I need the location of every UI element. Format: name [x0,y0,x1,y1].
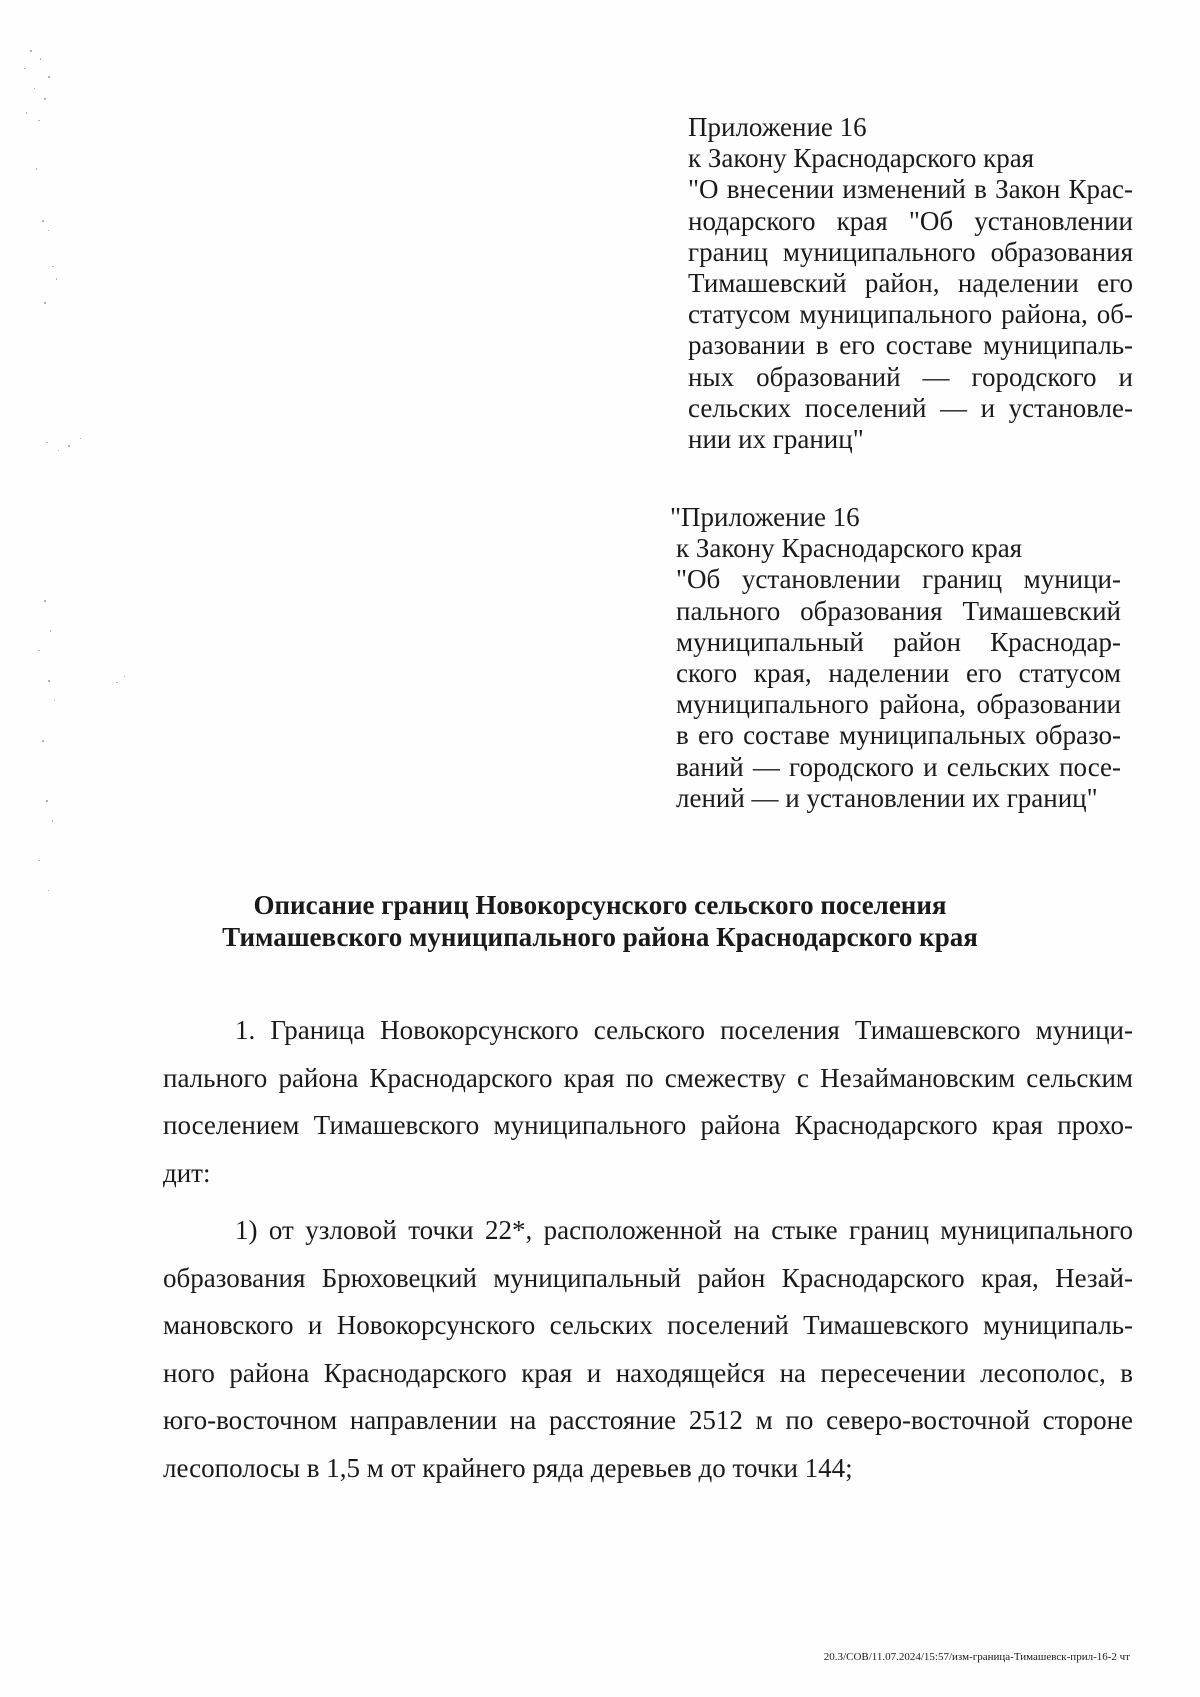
appendix-line: в его составе муниципальных образо- [676,720,1121,751]
appendix-line: к Закону Краснодарского края [676,533,1023,564]
appendix-line: муниципального района, образовании [676,689,1121,720]
appendix-line: ского края, наделении его статусом [676,658,1121,689]
paragraph-line: 1. Граница Новокорсунского сельского поселения Тимашевского муници- [235,1015,1133,1045]
appendix-line: ных образований — городского и [688,361,1133,392]
paragraph-1 [163,1007,1133,1197]
paragraph-line: ного района Краснодарского края и находящейся на пересечении лесополос, в [163,1357,1133,1388]
paragraph-line: лесополосы в 1,5 м от крайнего ряда деревьев до точки 144; [163,1452,853,1483]
paragraph-line: дит: [163,1157,211,1188]
appendix-line: лений — и установлении их границ" [676,782,1098,813]
paragraph-line: образования Брюховецкий муниципальный район Краснодарского края, Незай- [163,1262,1133,1293]
appendix-line: "О внесении изменений в Закон Крас- [688,174,1133,205]
appendix-line: статусом муниципального района, об- [688,299,1133,330]
title-line: Описание границ Новокорсунского сельского поселения [253,890,947,920]
paragraph-line: 1) от узловой точки 22*, расположенной на стыке границ муниципального [235,1215,1133,1245]
appendix-line: Тимашевский район, наделении его [688,268,1133,299]
appendix-line: нии их границ" [688,424,864,455]
appendix-line: разовании в его составе муниципаль- [688,330,1133,361]
document-title [0,889,1200,953]
paragraph-line: поселением Тимашевского муниципального района Краснодарского края прохо- [163,1110,1133,1140]
appendix-line: к Закону Краснодарского края [688,143,1035,174]
document-footer-code: 20.3/СОВ/11.07.2024/15:57/изм-граница-Тимашевск-прил-16-2 чт [823,1651,1130,1663]
appendix-line: "Приложение 16 [670,502,860,532]
paragraph-line: юго-восточном направлении на расстояние 2512 м по северо-восточной стороне [163,1405,1133,1435]
appendix-line: Приложение 16 [688,112,867,142]
title-line: Тимашевского муниципального района Краснодарского края [222,922,978,952]
appendix-line: "Об установлении границ муници- [676,564,1121,595]
appendix-line: ваний — городского и сельских посе- [676,751,1121,782]
paragraph-2 [163,1207,1133,1492]
paragraph-line: мановского и Новокорсунского сельских поселений Тимашевского муниципаль- [163,1310,1133,1340]
paragraph-line: пального района Краснодарского края по смежеству с Незаймановским сельским [163,1062,1133,1093]
appendix-original-header [670,502,1121,814]
appendix-line: пального образования Тимашевский [676,595,1121,626]
appendix-line: границ муниципального образования [688,236,1133,267]
appendix-amendment-header [688,112,1133,455]
appendix-line: муниципальный район Краснодар- [676,626,1121,657]
scan-noise [18,40,128,940]
appendix-line: нодарского края "Об установлении [688,205,1133,236]
appendix-line: сельских поселений — и установле- [688,392,1133,423]
